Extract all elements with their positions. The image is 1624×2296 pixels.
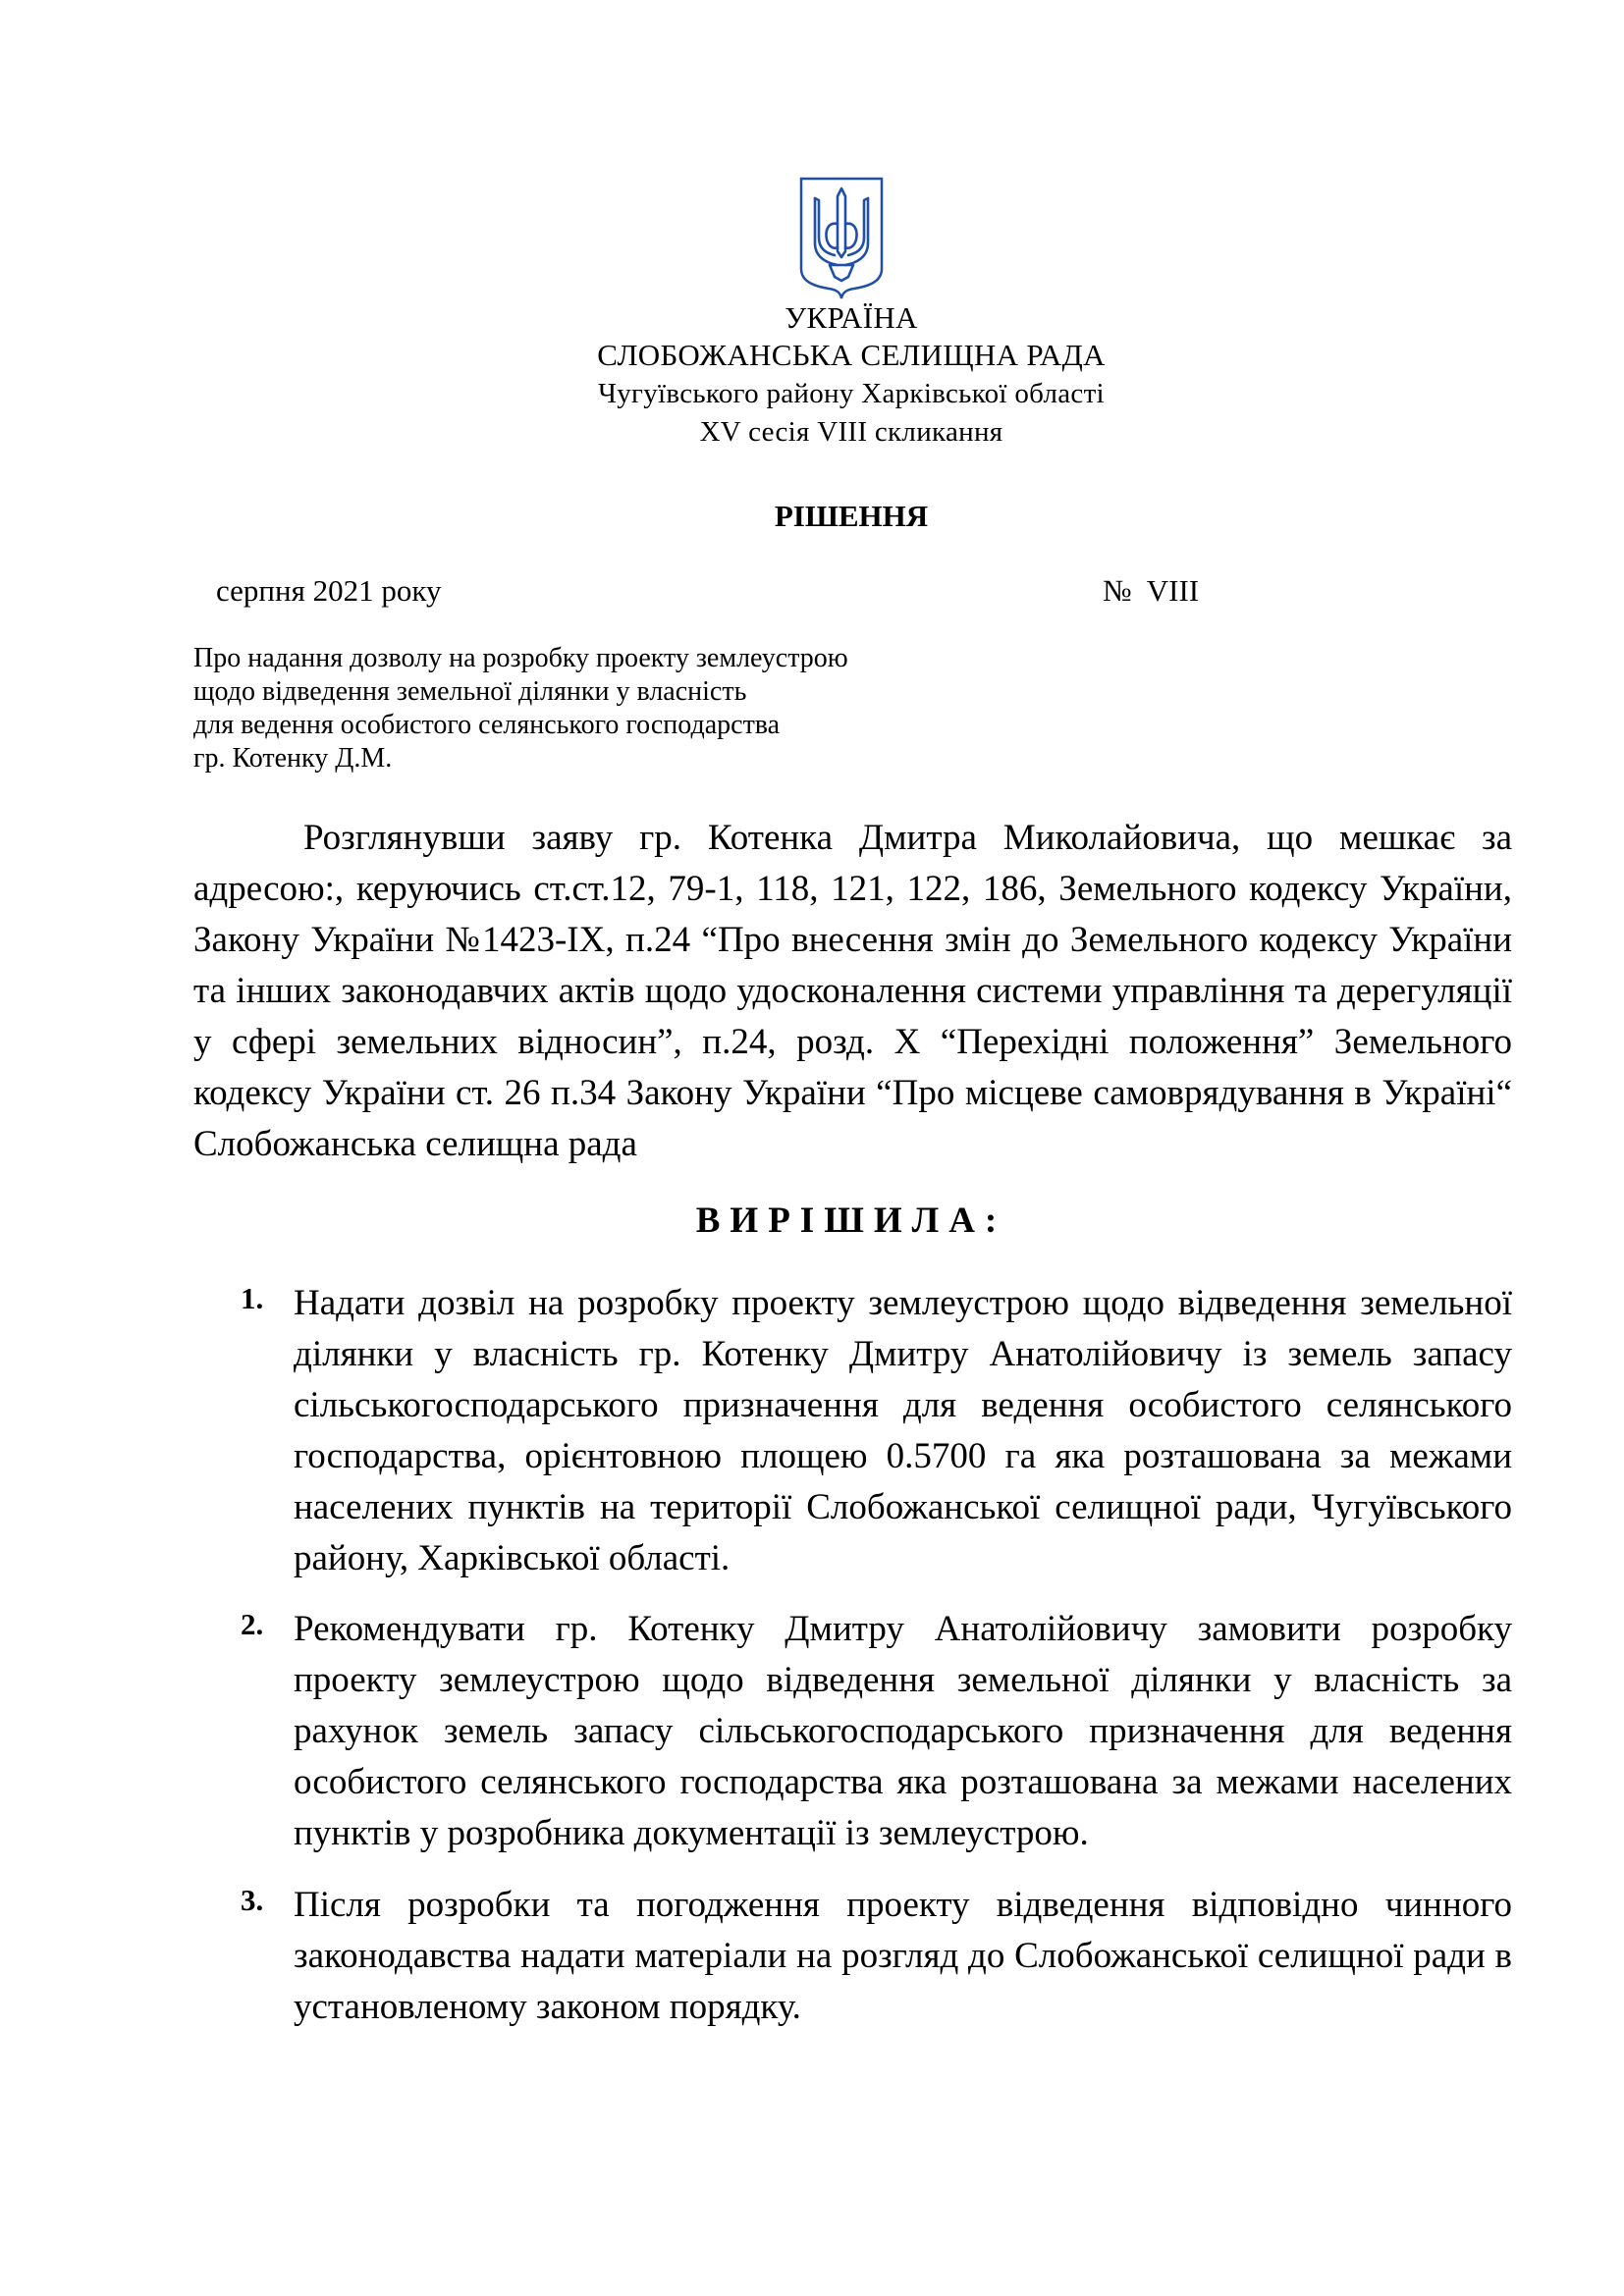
subject-line: щодо відведення земельної ділянки у власність (193, 676, 747, 707)
preamble-paragraph: Розглянувши заяву гр. Котенка Дмитра Миколайовича, що мешкає за адресою:, керуючись ст.ст.12, 79-1, 118, 121, 122, 186, Земельного кодексу України, Закону України №1423-IX, п.24 “Про внесення змін до Земельного кодексу України та інших законодавчих актів щодо удосконалення системи управління та дерегуляції у сфері земельних відносин”, п.24, розд. X “Перехідні положення” Земельного кодексу України ст. 26 п.34 Закону України “Про місцеве самоврядування в Україні“ Слобожанська селищна рада (193, 818, 1512, 1164)
item-text: Після розробки та погодження проекту відведення відповідно чинного законодавства надати матеріали на розгляд до Слобожанської селищної ради в установленому законом порядку. (294, 1885, 1512, 2027)
document-number: № VIII (1103, 573, 1200, 608)
item-number: 3. (241, 1883, 264, 1917)
header-session: XV сесія VIII скликання (699, 416, 1003, 448)
subject-line: для ведення особистого селянського господарства (193, 710, 781, 740)
item-text: Рекомендувати гр. Котенку Дмитру Анатолійовичу замовити розробку проекту землеустрою щодо відведення земельної ділянки у власність за рахунок земель запасу сільськогосподарського призначення для ведення особистого селянського господарства яка розташована за межами населених пунктів у розробника документації із землеустрою. (294, 1609, 1512, 1853)
document-subject (193, 642, 848, 775)
subject-line: гр. Котенку Д.М. (193, 743, 393, 774)
subject-line: Про надання дозволу на розробку проекту землеустрою (193, 643, 848, 673)
decision-heading: ВИРІШИЛА: (695, 1201, 1007, 1241)
item-number: 2. (241, 1607, 264, 1641)
header-district: Чугуївського району Харківської області (598, 378, 1105, 409)
item-number: 1. (241, 1281, 264, 1315)
document-date: серпня 2021 року (216, 573, 442, 608)
coat-of-arms-icon (797, 175, 886, 302)
document-title: РІШЕННЯ (774, 499, 929, 533)
header-council: СЛОБОЖАНСЬКА СЕЛИЩНА РАДА (597, 338, 1106, 372)
item-text: Надати дозвіл на розробку проекту землеустрою щодо відведення земельної ділянки у власність гр. Котенку Дмитру Анатолійовичу із земель запасу сільськогосподарського призначення для ведення особистого селянського господарства, орієнтовною площею 0.5700 га яка розташована за межами населених пунктів на території Слобожанської селищної ради, Чугуївського району, Харківської області. (294, 1283, 1512, 1578)
header-country: УКРАЇНА (785, 300, 918, 335)
